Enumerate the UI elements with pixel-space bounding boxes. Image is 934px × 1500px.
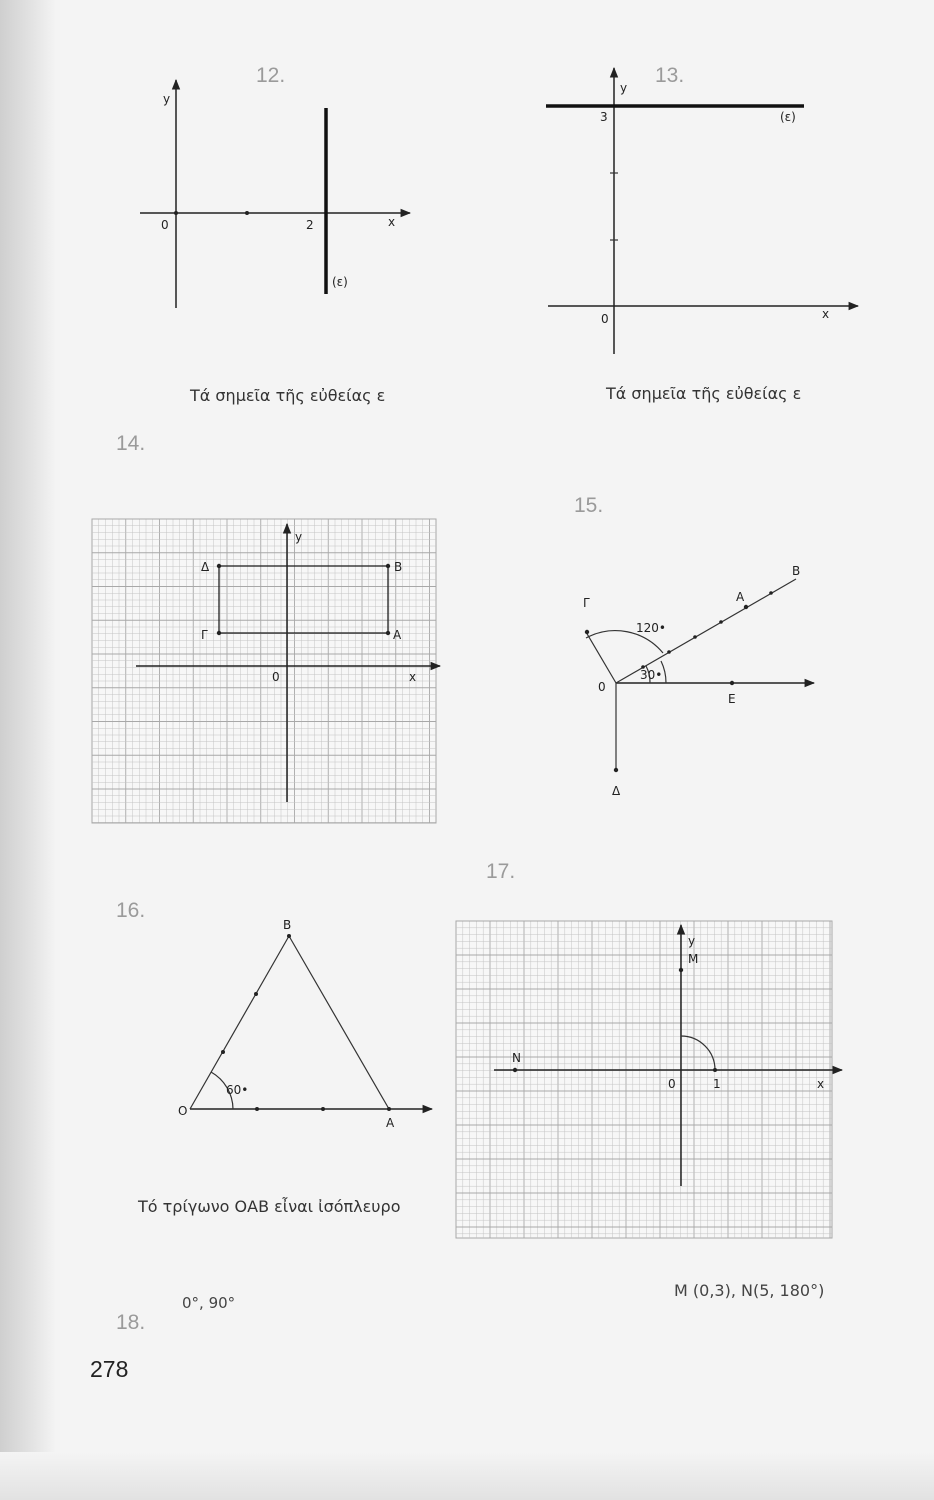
ex17-tick-1 (713, 1068, 717, 1072)
ex12-caption: Τά σημεῖα τῆς εὐθείας ε (190, 386, 386, 405)
ex16-ob-tick-1 (221, 1050, 225, 1054)
ex14-y-label: y (295, 530, 303, 544)
ex13-caption: Τά σημεῖα τῆς εὐθείας ε (606, 384, 802, 403)
ex16-origin-label: O (178, 1104, 188, 1118)
ex14-graph-paper (92, 519, 436, 823)
ex14-alpha-label: Α (393, 628, 402, 642)
ex13-y-label: y (620, 81, 628, 95)
ex12-tick-label: 2 (306, 218, 314, 232)
ex15-ob-tick-4 (719, 620, 723, 624)
figure-ex13 (546, 64, 858, 403)
ex17-origin-label: 0 (668, 1077, 676, 1091)
ex16-beta-label: B (283, 918, 292, 932)
ex14-point-alpha (386, 631, 390, 635)
ex12-y-label: y (163, 92, 171, 106)
ex15-angle-30-label: 30• (640, 668, 663, 682)
ex14-x-label: x (409, 670, 417, 684)
ex15-point-alpha (744, 605, 748, 609)
ex14-number: 14. (116, 432, 146, 455)
ex12-origin-label: 0 (161, 218, 169, 232)
ex16-ob-tick-2 (254, 992, 258, 996)
ex17-number: 17. (486, 860, 516, 883)
ex15-beta-label: Β (792, 564, 801, 578)
ex15-delta-label: Δ (612, 784, 621, 798)
ex14-beta-label: Β (394, 560, 403, 574)
ex12-tick-dot (245, 211, 249, 215)
ex17-answer: M (0,3), N(5, 180°) (674, 1281, 825, 1300)
ex14-point-gamma (217, 631, 221, 635)
ex16-oa-tick-1 (255, 1107, 259, 1111)
ex15-ob-tick-5 (769, 591, 773, 595)
ex16-angle-label: 60• (226, 1083, 249, 1097)
ex15-origin-label: 0 (598, 680, 606, 694)
ex17-one-label: 1 (713, 1077, 721, 1091)
ex16-number: 16. (116, 899, 146, 922)
figure-ex17 (456, 860, 842, 1238)
ex14-point-beta (386, 564, 390, 568)
ex17-m-label: M (688, 952, 699, 966)
ex15-number: 15. (574, 494, 604, 517)
ex12-origin-dot (174, 211, 178, 215)
figure-ex12 (140, 64, 410, 405)
ex15-ray-OG (586, 632, 616, 683)
ex18-answer: 0°, 90° (182, 1294, 236, 1312)
ex15-point-delta (614, 768, 618, 772)
ex14-delta-label: Δ (201, 560, 210, 574)
ex13-tick-label: 3 (600, 110, 608, 124)
ex16-point-B (287, 934, 291, 938)
ex14-point-delta (217, 564, 221, 568)
ex17-graph-paper (456, 921, 832, 1238)
ex12-x-label: x (388, 215, 396, 229)
figure-ex14 (92, 432, 440, 823)
ex16-side-BA (289, 936, 389, 1109)
ex17-point-M (679, 968, 683, 972)
ex17-y-label: y (688, 934, 696, 948)
ex16-alpha-label: A (386, 1116, 395, 1130)
ex16-caption: Τό τρίγωνο ΟΑΒ εἶναι ἰσόπλευρο (138, 1197, 401, 1216)
ex17-point-N (513, 1068, 517, 1072)
ex15-ob-tick-2 (667, 650, 671, 654)
ex12-line-label: (ε) (332, 275, 348, 289)
ex13-number: 13. (655, 64, 685, 87)
graph-paper-border (92, 519, 436, 823)
ex18-number: 18. (116, 1311, 146, 1334)
ex13-origin-label: 0 (601, 312, 609, 326)
ex13-x-label: x (822, 307, 830, 321)
page-number: 278 (90, 1356, 129, 1382)
ex16-oa-tick-2 (321, 1107, 325, 1111)
ex15-epsilon-label: Ε (728, 692, 736, 706)
ex17-x-label: x (817, 1077, 825, 1091)
ex13-line-label: (ε) (780, 110, 796, 124)
ex15-alpha-label: Α (736, 590, 745, 604)
ex15-angle-120-label: 120• (636, 621, 666, 635)
ex15-point-epsilon (730, 681, 734, 685)
ex14-origin-label: 0 (272, 670, 280, 684)
ex17-n-label: N (512, 1051, 521, 1065)
figure-ex15 (574, 494, 814, 798)
ex12-number: 12. (256, 64, 286, 87)
figure-ex16 (116, 899, 432, 1216)
ex15-point-gamma (585, 630, 589, 634)
ex14-gamma-label: Γ (201, 628, 208, 642)
ex15-gamma-label: Γ (583, 596, 590, 610)
ex15-ob-tick-3 (693, 635, 697, 639)
ex16-point-A (387, 1107, 391, 1111)
